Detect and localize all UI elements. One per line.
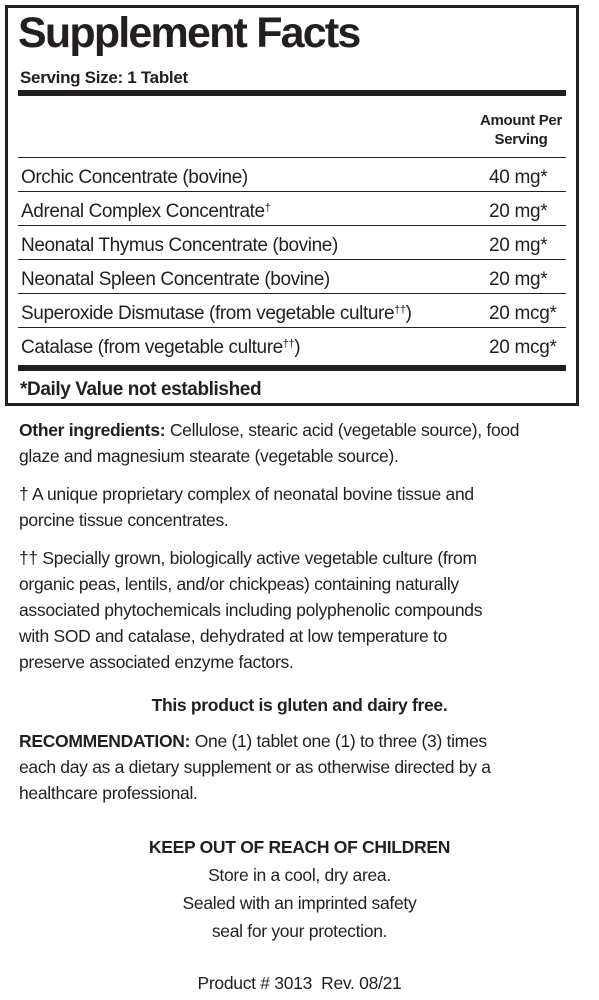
double-dagger-footnote: †† Specially grown, biologically active vegetable culture (from organic peas, lentils, and/or chickpeas) containing naturally associated phytochemicals including polyphenolic compounds with SOD and catalase, dehydrated at low temperature to preserve associated enzyme factors. — [19, 548, 483, 672]
ingredient-amount: 20 mg* — [489, 269, 548, 290]
double-dagger-mark: †† — [394, 304, 406, 316]
ingredient-name: Orchic Concentrate (bovine) — [21, 167, 248, 188]
storage-instruction: Store in a cool, dry area. — [208, 865, 391, 885]
ingredient-name: Neonatal Spleen Concentrate (bovine) — [21, 269, 330, 290]
amount-header-line2: Serving — [494, 131, 548, 148]
other-ingredients: Other ingredients: Cellulose, stearic acid (vegetable source), food glaze and magnesium stearate (vegetable source). — [19, 420, 520, 466]
facts-rule — [18, 191, 566, 192]
facts-rule — [18, 157, 566, 158]
ingredient-name: Adrenal Complex Concentrate† — [21, 201, 271, 222]
product-number-revision: Product # 3013 Rev. 08/21 — [197, 973, 402, 993]
amount-per-serving-header — [480, 111, 562, 149]
ingredient-amount: 20 mg* — [489, 201, 548, 222]
ingredient-amount: 40 mg* — [489, 167, 548, 188]
amount-header-line1: Amount Per — [479, 112, 562, 129]
recommendation: RECOMMENDATION: One (1) tablet one (1) to three (3) times each day as a dietary supplement or as otherwise directed by a healthcare professional. — [19, 731, 491, 803]
facts-top-bar — [18, 90, 566, 96]
facts-bottom-bar — [18, 365, 566, 371]
facts-rule — [18, 293, 566, 294]
facts-rule — [18, 225, 566, 226]
ingredient-name: Neonatal Thymus Concentrate (bovine) — [21, 235, 338, 256]
facts-title: Supplement Facts — [18, 9, 360, 57]
double-dagger-mark: †† — [282, 338, 295, 350]
seal-statement-line1: Sealed with an imprinted safety — [182, 893, 417, 913]
serving-size: Serving Size: 1 Tablet — [20, 68, 188, 87]
ingredient-amount: 20 mcg* — [489, 303, 557, 324]
ingredient-name: Superoxide Dismutase (from vegetable culture††) — [21, 303, 412, 324]
other-ingredients-label: Other ingredients: — [19, 420, 166, 440]
ingredient-amount: 20 mg* — [489, 235, 548, 256]
facts-rule — [18, 327, 566, 328]
keep-out-warning: KEEP OUT OF REACH OF CHILDREN — [148, 837, 451, 857]
dagger-footnote: † A unique proprietary complex of neonatal bovine tissue and porcine tissue concentrates. — [19, 484, 474, 530]
daily-value-note: *Daily Value not established — [20, 379, 262, 400]
seal-statement-line2: seal for your protection. — [211, 921, 388, 941]
recommendation-label: RECOMMENDATION: — [19, 731, 191, 751]
facts-rule — [18, 259, 566, 260]
ingredient-name: Catalase (from vegetable culture††) — [21, 337, 301, 358]
supplement-facts-panel — [5, 5, 579, 406]
gluten-dairy-statement: This product is gluten and dairy free. — [151, 695, 448, 715]
dagger-mark: † — [264, 202, 271, 214]
ingredient-amount: 20 mcg* — [489, 337, 557, 358]
